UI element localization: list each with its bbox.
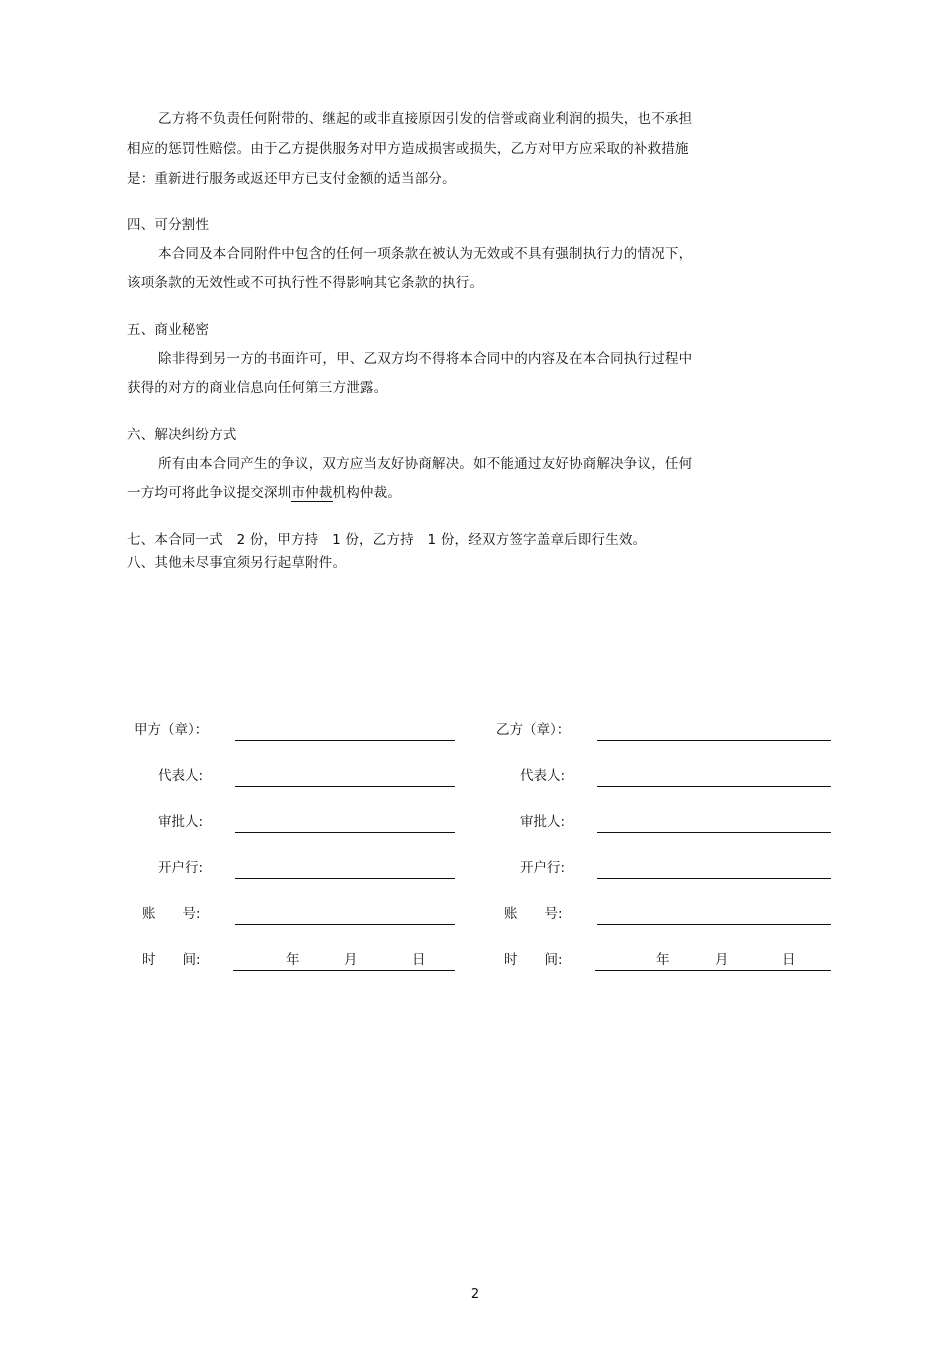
party-b-day: 日: [782, 952, 796, 968]
section6-line-1: 所有由本合同产生的争议，双方应当友好协商解决。如不能通过友好协商解决争议，任何: [158, 456, 693, 472]
party-a-time-line[interactable]: [233, 970, 455, 971]
party-a-day: 日: [412, 952, 426, 968]
liability-line-2: 相应的惩罚性赔偿。由于乙方提供服务对甲方造成损害或损失，乙方对甲方应采取的补救措施: [127, 141, 689, 157]
party-a-approver-line[interactable]: [235, 832, 455, 833]
section4-line-2: 该项条款的无效性或不可执行性不得影响其它条款的执行。: [127, 275, 484, 291]
party-b-rep-label: 代表人:: [520, 768, 566, 784]
section4-heading: 四、可分割性: [127, 217, 210, 233]
section7-text: 七、本合同一式 2 份，甲方持 1 份，乙方持 1 份，经双方签字盖章后即行生效。: [127, 532, 647, 548]
party-b-seal-line[interactable]: [597, 740, 831, 741]
section6-line-2: [127, 484, 401, 502]
party-b-rep-line[interactable]: [597, 786, 831, 787]
party-b-account-label: 账 号:: [504, 906, 563, 922]
party-b-approver-label: 审批人:: [520, 814, 566, 830]
section5-heading: 五、商业秘密: [127, 322, 210, 338]
party-b-bank-label: 开户行:: [520, 860, 566, 876]
liability-line-1: 乙方将不负责任何附带的、继起的或非直接原因引发的信誉或商业利润的损失，也不承担: [158, 111, 693, 127]
party-a-seal-label: 甲方（章）：: [134, 722, 209, 738]
party-a-bank-label: 开户行:: [158, 860, 204, 876]
section8-text: 八、其他未尽事宜须另行起草附件。: [127, 555, 347, 571]
party-b-account-line[interactable]: [597, 924, 831, 925]
party-a-rep-label: 代表人:: [158, 768, 204, 784]
party-a-rep-line[interactable]: [235, 786, 455, 787]
page-number: 2: [470, 1287, 480, 1302]
party-b-seal-label: 乙方（章）：: [496, 722, 571, 738]
party-a-seal-line[interactable]: [235, 740, 455, 741]
party-a-bank-line[interactable]: [235, 878, 455, 879]
section5-line-2: 获得的对方的商业信息向任何第三方泄露。: [127, 380, 388, 396]
section6-heading: 六、解决纠纷方式: [127, 427, 237, 443]
party-b-time-label: 时 间:: [504, 952, 563, 968]
section4-line-1: 本合同及本合同附件中包含的任何一项条款在被认为无效或不具有强制执行力的情况下，: [158, 246, 693, 262]
section6-line-2-prefix: 一方均可将此争议提交深圳: [127, 485, 292, 501]
section6-line-2-suffix: 机构仲裁。: [332, 485, 402, 501]
party-a-month: 月: [344, 952, 358, 968]
party-b-bank-line[interactable]: [597, 878, 831, 879]
party-a-approver-label: 审批人:: [158, 814, 204, 830]
party-a-account-line[interactable]: [235, 924, 455, 925]
arbitration-city-underlined: 市仲裁: [291, 485, 333, 501]
party-b-month: 月: [715, 952, 729, 968]
party-b-year: 年: [656, 952, 670, 968]
section5-line-1: 除非得到另一方的书面许可，甲、乙双方均不得将本合同中的内容及在本合同执行过程中: [158, 351, 693, 367]
party-a-time-label: 时 间:: [142, 952, 201, 968]
party-b-time-line[interactable]: [595, 970, 831, 971]
liability-line-3: 是：重新进行服务或返还甲方已支付金额的适当部分。: [127, 171, 456, 187]
party-b-approver-line[interactable]: [597, 832, 831, 833]
party-a-year: 年: [286, 952, 300, 968]
party-a-account-label: 账 号:: [142, 906, 201, 922]
